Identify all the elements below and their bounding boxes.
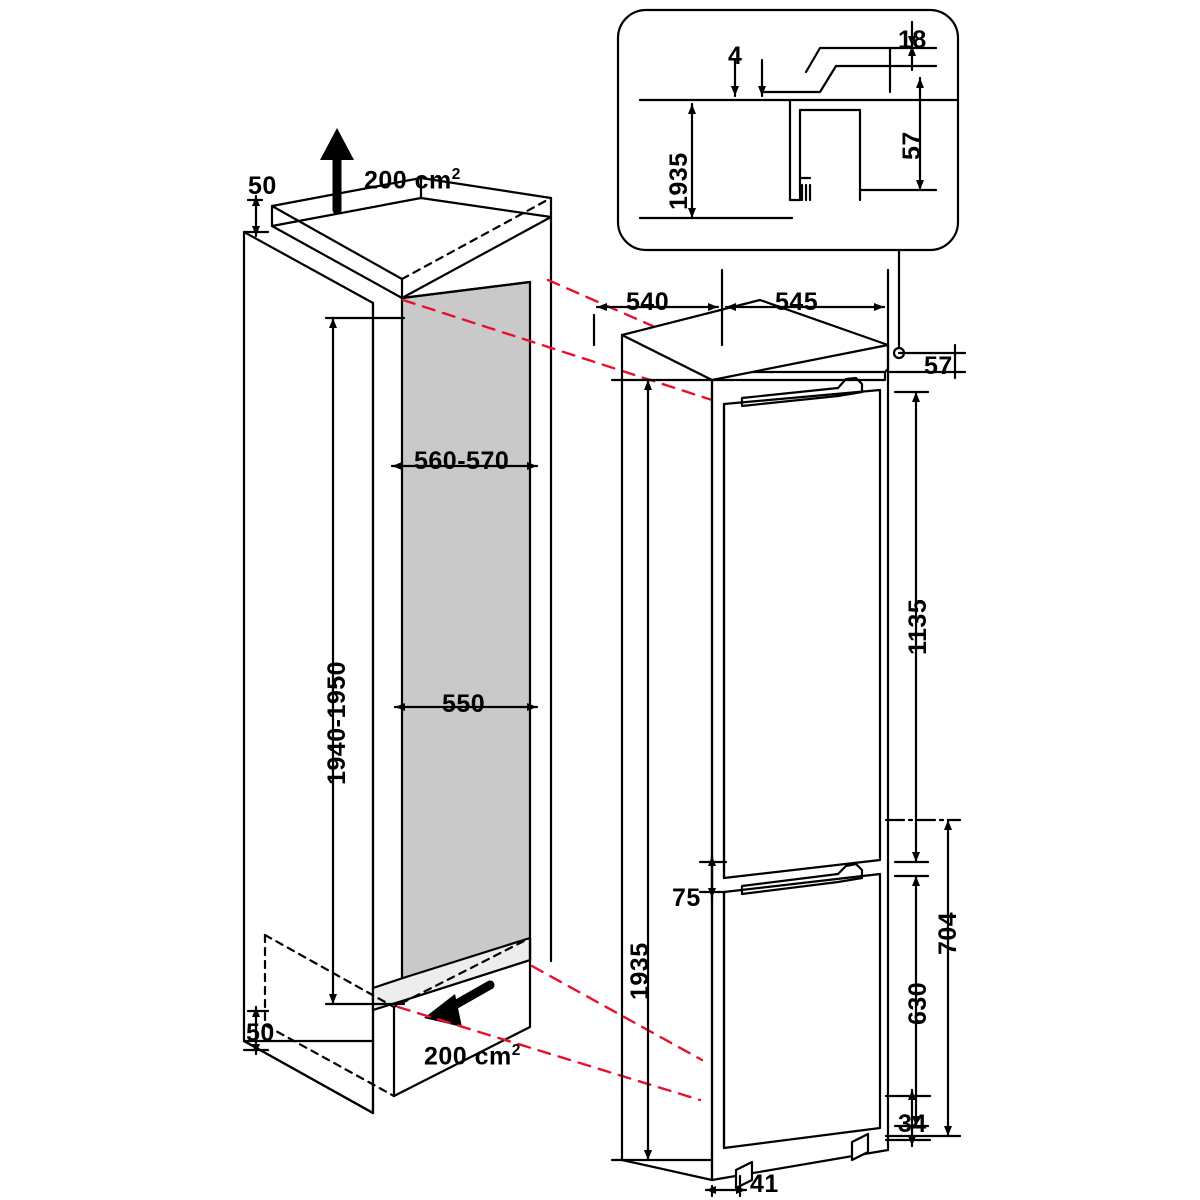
label-cavity-depth: 560-570 — [414, 447, 510, 475]
label-cavity-width: 550 — [442, 690, 486, 718]
label-appliance-depth-540: 540 — [626, 288, 670, 316]
label-appliance-height-1935: 1935 — [626, 942, 654, 1000]
label-door-gap-75: 75 — [672, 884, 701, 912]
label-top-vent-area — [364, 166, 461, 195]
label-cavity-height: 1940-1950 — [323, 660, 351, 785]
label-freezer-door-height-630: 630 — [904, 981, 932, 1025]
label-bottom-vent-area — [424, 1042, 521, 1071]
top-vent-value: 200 cm — [364, 166, 452, 195]
bottom-vent-value: 200 cm — [424, 1042, 512, 1071]
label-plinth-height-34: 34 — [898, 1110, 927, 1138]
bottom-vent-unit-exponent: 2 — [511, 1042, 521, 1059]
label-cavity-bottom-gap: 50 — [246, 1019, 275, 1047]
label-detail-gap-4: 4 — [728, 42, 743, 70]
label-fridge-door-height-1135: 1135 — [904, 598, 932, 655]
label-detail-top-18: 18 — [898, 26, 927, 54]
label-appliance-width-545: 545 — [775, 288, 819, 316]
label-foot-offset-41: 41 — [750, 1170, 779, 1198]
label-hinge-offset-57: 57 — [924, 352, 953, 380]
top-vent-unit-exponent: 2 — [451, 166, 461, 183]
label-detail-height-1935: 1935 — [665, 152, 693, 210]
label-detail-hinge-57: 57 — [898, 131, 926, 160]
label-cavity-top-gap: 50 — [248, 172, 277, 200]
label-freezer-section-704: 704 — [934, 911, 962, 955]
